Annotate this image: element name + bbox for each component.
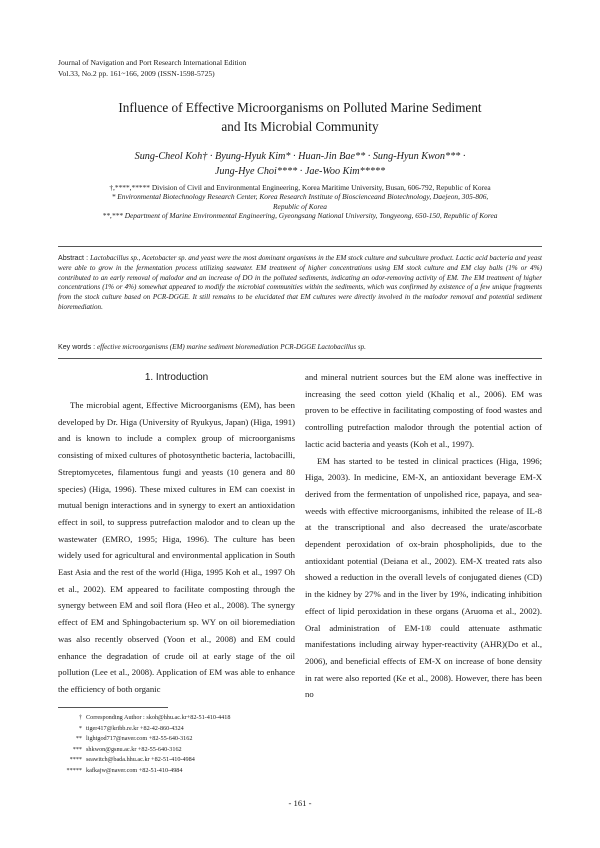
affiliation-2-cont: Republic of Korea: [273, 201, 327, 211]
footnote-mark: ***: [72, 745, 82, 753]
abstract-text: Lactobacillus sp., Acetobacter sp. and yeast were the most dominant organisms in the EM stock culture and subculture product. Lactic acid bacteria and yeast were able to grow in the fermentation process utilizing seawater. EM treatment of higher concentrations using EM stock culture and EM clay balls (1% or 4%) contributed to an early removal of malodor and an increase of DO in the polluted sediments, indicating an odor-removing activity of EM. The EM treatment of higher concentrations (1% or 4%) somewhat appeared to modify the microbial communities within the sediments, which was confirmed by existence of a few unique fragments from the stock culture based on PCR-DGGE. It still remains to be elucidated that EM cultures were directly involved in the malodor removal and potential sediment bioremediation.: [58, 254, 542, 311]
affiliations: [40, 183, 560, 221]
footnote-text: tiger417@kribb.re.kr +82-42-860-4324: [86, 724, 184, 732]
journal-name: Journal of Navigation and Port Research International Edition: [58, 58, 247, 67]
section-heading-introduction: 1. Introduction: [144, 372, 209, 383]
page-number: - 161 -: [288, 798, 312, 808]
footnote-text: seawitch@bada.hhu.ac.kr +82-51-410-4984: [86, 756, 195, 764]
intro-paragraph-1: The microbial agent, Effective Microorganisms (EM), has been developed by Dr. Higa (University of Ryukyus, Japan) (Higa, 1991) and is known to include a complex group of microorganisms consisting of mixed cultures of photosynthetic bacteria, lactobacilli, Streptomycetes, filamentous fungi and yeasts (10 genera and 80 species) (Higa, 1996). These mixed cultures in EM can coexist in mutual benign interactions and in synergy to exert an antioxidation effect in soil, to suppress putrefaction malodor and to clean up the wastewater (EMRO, 1995; Higa, 1996). The culture has been widely used for agricultural and environmental application in South East Asia and the rest of the world (Higa, 1995 Koh et al., 1997 Oh et al., 2002). EM appeared to facilitate composting through the synergy between EM and soil flora (Heo et al., 2008). The synergy effect of EM and Sphingobacterium sp. WY on oil bioremediation was also recently observed (Yoon et al., 2008) and EM could enhance the degradation of crude oil at early stage of the oil pollution (Lee et al., 2008). Application of EM was able to enhance the efficiency of both organic: [58, 400, 295, 694]
footnote-mark: ****: [69, 756, 82, 764]
footnote: [58, 713, 230, 724]
affiliation-2: * Environmental Biotechnology Research Center, Korea Research Institute of Bioscienceand Biotechnology, Daejeon, 305-806,: [111, 192, 489, 202]
footnote-mark: †: [78, 714, 82, 721]
footnote-mark: *: [78, 724, 82, 732]
footnotes: [58, 713, 230, 777]
abstract: [58, 254, 542, 313]
footnote: [58, 766, 230, 777]
affiliation-3: **,*** Department of Marine Environmental Engineering, Gyeongsang National University, Tongyeong, 650-150, Republic of Korea: [102, 211, 498, 221]
journal-header: [58, 57, 246, 79]
footnote: [58, 755, 230, 766]
authors-line-1: Sung-Cheol Koh† · Byung-Hyuk Kim* · Huan-Jin Bae** · Sung-Hyun Kwon*** ·: [134, 151, 466, 162]
right-column: [305, 369, 542, 703]
affiliation-1: †,****,***** Division of Civil and Environmental Engineering, Korea Maritime University, Busan, 606-792, Republic of Korea: [109, 183, 491, 192]
footnote: [58, 734, 230, 745]
abstract-bottom-rule: [58, 358, 542, 359]
intro-paragraph-1-cont: and mineral nutrient sources but the EM alone was ineffective in increasing the seed cotton yield (Khaliq et al., 2006). EM was proven to be effective in facilitating composting of food wastes and controlling putrefaction malodor through the potential action of lactic acid bacteria and yeasts (Koh et al., 1997).: [305, 372, 542, 449]
paper-title: [40, 98, 560, 136]
footnote: [58, 724, 230, 735]
footnote: [58, 745, 230, 756]
footnote-text: kafkajw@naver.com +82-51-410-4984: [86, 766, 183, 774]
footnote-text: Corresponding Author : skoh@hhu.ac.kr+82-51-410-4418: [86, 714, 231, 721]
keywords-text: effective microorganisms (EM) marine sediment bioremediation PCR-DGGE Lactobacillus sp.: [97, 343, 366, 351]
footnote-text: shkwon@gsnu.ac.kr +82-55-640-3162: [86, 745, 182, 753]
keywords: [58, 342, 542, 352]
footnote-mark: *****: [66, 766, 82, 774]
abstract-label: Abstract :: [58, 254, 91, 262]
left-column: [58, 397, 295, 698]
authors-line-2: Jung-Hye Choi**** · Jae-Woo Kim*****: [214, 166, 386, 177]
title-line-1: Influence of Effective Microorganisms on Polluted Marine Sediment: [118, 100, 482, 115]
author-list: [40, 149, 560, 179]
journal-volume: Vol.33, No.2 pp. 161~166, 2009 (ISSN-1598-5725): [58, 69, 215, 78]
footnote-text: lightgod717@naver.com +82-55-640-3162: [86, 735, 193, 743]
abstract-top-rule: [58, 246, 542, 247]
intro-paragraph-2: EM has started to be tested in clinical practices (Higa, 1996; Higa, 2003). In medicine, EM-X, an antioxidant beverage EM-X derived from the fermentation of unpolished rice, papaya, and sea-weeds with effective microorganisms, inhibited the release of IL-8 at the transcriptional and also decreased the urate/ascorbate dependent peroxidation of ox-brain phospholipids, due to the antioxidant potential (Deiana et al., 2002). EM-X treated rats also showed a reduction in the overall levels of conjugated dienes (CD) in the kidney by 27% and in the liver by 19%, indicating inhibition effect of lipid peroxidation in these organs (Aruoma et al., 2002). Oral administration of EM-1® could attenuate asthmatic manifestations including airway hyper-reactivity (AHR)(Do et al., 2006), and beneficial effects of EM-X on increase of bone density in rat were also reported (Ke et al., 2008). However, there has been no: [305, 455, 542, 700]
footnote-rule: [58, 707, 168, 708]
footnote-mark: **: [75, 735, 82, 743]
keywords-label: Key words :: [58, 343, 98, 351]
title-line-2: and Its Microbial Community: [221, 119, 379, 134]
